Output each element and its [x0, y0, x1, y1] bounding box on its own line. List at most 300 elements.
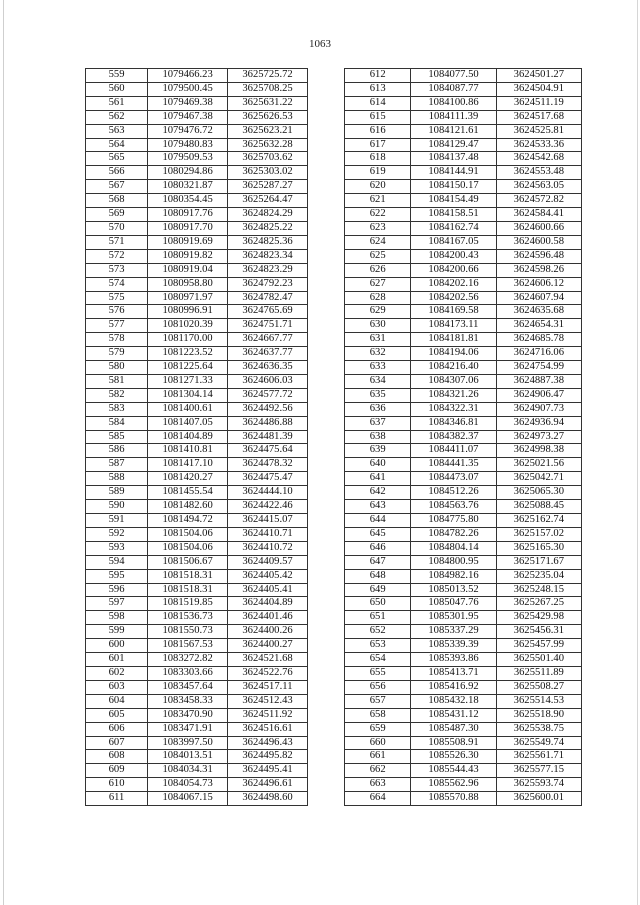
table-row	[86, 750, 308, 764]
y-coordinate-cell: 3625631.22	[228, 96, 308, 110]
x-coordinate-cell: 1085413.71	[411, 666, 496, 680]
point-number-cell: 650	[345, 597, 411, 611]
table-row	[86, 69, 308, 83]
y-coordinate-cell: 3625042.71	[496, 472, 581, 486]
point-number-cell: 632	[345, 347, 411, 361]
table-row	[345, 319, 582, 333]
x-coordinate-cell: 1085570.88	[411, 792, 496, 806]
point-number-cell: 587	[86, 458, 148, 472]
point-number-cell: 628	[345, 291, 411, 305]
y-coordinate-cell: 3625703.62	[228, 152, 308, 166]
x-coordinate-cell: 1080958.80	[148, 277, 228, 291]
y-coordinate-cell: 3624504.91	[496, 82, 581, 96]
y-coordinate-cell: 3624410.72	[228, 541, 308, 555]
table-row	[345, 166, 582, 180]
y-coordinate-cell: 3624444.10	[228, 486, 308, 500]
table-row	[345, 555, 582, 569]
x-coordinate-cell: 1081494.72	[148, 514, 228, 528]
x-coordinate-cell: 1085337.29	[411, 625, 496, 639]
point-number-cell: 634	[345, 374, 411, 388]
x-coordinate-cell: 1084169.58	[411, 305, 496, 319]
table-row	[86, 152, 308, 166]
y-coordinate-cell: 3624475.64	[228, 444, 308, 458]
y-coordinate-cell: 3625600.01	[496, 792, 581, 806]
x-coordinate-cell: 1079476.72	[148, 124, 228, 138]
x-coordinate-cell: 1085487.30	[411, 722, 496, 736]
table-row	[345, 347, 582, 361]
y-coordinate-cell: 3624782.47	[228, 291, 308, 305]
y-coordinate-cell: 3624936.94	[496, 416, 581, 430]
x-coordinate-cell: 1084346.81	[411, 416, 496, 430]
y-coordinate-cell: 3625021.56	[496, 458, 581, 472]
x-coordinate-cell: 1084158.51	[411, 208, 496, 222]
table-row	[86, 597, 308, 611]
x-coordinate-cell: 1084782.26	[411, 527, 496, 541]
x-coordinate-cell: 1085301.95	[411, 611, 496, 625]
table-row	[345, 444, 582, 458]
y-coordinate-cell: 3624824.29	[228, 208, 308, 222]
table-row	[86, 319, 308, 333]
point-number-cell: 622	[345, 208, 411, 222]
y-coordinate-cell: 3624751.71	[228, 319, 308, 333]
y-coordinate-cell: 3625065.30	[496, 486, 581, 500]
y-coordinate-cell: 3624401.46	[228, 611, 308, 625]
table-row	[86, 666, 308, 680]
point-number-cell: 608	[86, 750, 148, 764]
x-coordinate-cell: 1080919.69	[148, 235, 228, 249]
x-coordinate-cell: 1079500.45	[148, 82, 228, 96]
table-row	[86, 96, 308, 110]
point-number-cell: 575	[86, 291, 148, 305]
y-coordinate-cell: 3625538.75	[496, 722, 581, 736]
table-row	[86, 708, 308, 722]
x-coordinate-cell: 1083272.82	[148, 653, 228, 667]
y-coordinate-cell: 3624572.82	[496, 194, 581, 208]
y-coordinate-cell: 3625165.30	[496, 541, 581, 555]
point-number-cell: 595	[86, 569, 148, 583]
x-coordinate-cell: 1085432.18	[411, 694, 496, 708]
x-coordinate-cell: 1085526.30	[411, 750, 496, 764]
x-coordinate-cell: 1081404.89	[148, 430, 228, 444]
point-number-cell: 658	[345, 708, 411, 722]
point-number-cell: 649	[345, 583, 411, 597]
point-number-cell: 642	[345, 486, 411, 500]
table-body	[86, 69, 308, 806]
table-row	[345, 472, 582, 486]
y-coordinate-cell: 3624584.41	[496, 208, 581, 222]
point-number-cell: 664	[345, 792, 411, 806]
table-row	[345, 82, 582, 96]
point-number-cell: 629	[345, 305, 411, 319]
y-coordinate-cell: 3624486.88	[228, 416, 308, 430]
point-number-cell: 561	[86, 96, 148, 110]
y-coordinate-cell: 3624533.36	[496, 138, 581, 152]
x-coordinate-cell: 1079467.38	[148, 110, 228, 124]
x-coordinate-cell: 1079509.53	[148, 152, 228, 166]
point-number-cell: 657	[345, 694, 411, 708]
table-row	[86, 541, 308, 555]
table-row	[345, 277, 582, 291]
x-coordinate-cell: 1084173.11	[411, 319, 496, 333]
point-number-cell: 639	[345, 444, 411, 458]
y-coordinate-cell: 3625456.31	[496, 625, 581, 639]
point-number-cell: 644	[345, 514, 411, 528]
point-number-cell: 631	[345, 333, 411, 347]
point-number-cell: 563	[86, 124, 148, 138]
y-coordinate-cell: 3625511.89	[496, 666, 581, 680]
y-coordinate-cell: 3625501.40	[496, 653, 581, 667]
y-coordinate-cell: 3624481.39	[228, 430, 308, 444]
point-number-cell: 597	[86, 597, 148, 611]
point-number-cell: 581	[86, 374, 148, 388]
point-number-cell: 648	[345, 569, 411, 583]
table-row	[86, 124, 308, 138]
point-number-cell: 647	[345, 555, 411, 569]
table-row	[86, 736, 308, 750]
y-coordinate-cell: 3624516.61	[228, 722, 308, 736]
table-row	[86, 221, 308, 235]
table-row	[86, 333, 308, 347]
table-row	[345, 750, 582, 764]
table-row	[345, 514, 582, 528]
x-coordinate-cell: 1084200.66	[411, 263, 496, 277]
point-number-cell: 655	[345, 666, 411, 680]
point-number-cell: 646	[345, 541, 411, 555]
x-coordinate-cell: 1084800.95	[411, 555, 496, 569]
x-coordinate-cell: 1083470.90	[148, 708, 228, 722]
x-coordinate-cell: 1079469.38	[148, 96, 228, 110]
table-row	[345, 736, 582, 750]
x-coordinate-cell: 1080996.91	[148, 305, 228, 319]
x-coordinate-cell: 1081550.73	[148, 625, 228, 639]
y-coordinate-cell: 3625623.21	[228, 124, 308, 138]
point-number-cell: 600	[86, 639, 148, 653]
y-coordinate-cell: 3625626.53	[228, 110, 308, 124]
y-coordinate-cell: 3624498.60	[228, 792, 308, 806]
y-coordinate-cell: 3624973.27	[496, 430, 581, 444]
x-coordinate-cell: 1084382.37	[411, 430, 496, 444]
x-coordinate-cell: 1084200.43	[411, 249, 496, 263]
y-coordinate-cell: 3624522.76	[228, 666, 308, 680]
point-number-cell: 572	[86, 249, 148, 263]
table-row	[86, 722, 308, 736]
y-coordinate-cell: 3625088.45	[496, 500, 581, 514]
y-coordinate-cell: 3624907.73	[496, 402, 581, 416]
y-coordinate-cell: 3624600.66	[496, 221, 581, 235]
y-coordinate-cell: 3624400.27	[228, 639, 308, 653]
point-number-cell: 567	[86, 180, 148, 194]
point-number-cell: 598	[86, 611, 148, 625]
point-number-cell: 605	[86, 708, 148, 722]
y-coordinate-cell: 3624410.71	[228, 527, 308, 541]
point-number-cell: 651	[345, 611, 411, 625]
table-row	[345, 69, 582, 83]
point-number-cell: 586	[86, 444, 148, 458]
x-coordinate-cell: 1081170.00	[148, 333, 228, 347]
point-number-cell: 641	[345, 472, 411, 486]
y-coordinate-cell: 3624998.38	[496, 444, 581, 458]
table-row	[86, 792, 308, 806]
table-row	[345, 541, 582, 555]
x-coordinate-cell: 1081223.52	[148, 347, 228, 361]
point-number-cell: 578	[86, 333, 148, 347]
table-row	[345, 694, 582, 708]
x-coordinate-cell: 1084321.26	[411, 388, 496, 402]
point-number-cell: 656	[345, 680, 411, 694]
table-row	[86, 180, 308, 194]
point-number-cell: 570	[86, 221, 148, 235]
table-row	[345, 764, 582, 778]
table-body	[345, 69, 582, 806]
table-row	[345, 208, 582, 222]
table-row	[345, 305, 582, 319]
table-row	[86, 277, 308, 291]
y-coordinate-cell: 3624517.68	[496, 110, 581, 124]
x-coordinate-cell: 1083997.50	[148, 736, 228, 750]
point-number-cell: 662	[345, 764, 411, 778]
point-number-cell: 603	[86, 680, 148, 694]
table-row	[345, 625, 582, 639]
y-coordinate-cell: 3624596.48	[496, 249, 581, 263]
table-row	[345, 611, 582, 625]
table-row	[86, 388, 308, 402]
page-number: 1063	[309, 38, 331, 50]
x-coordinate-cell: 1083458.33	[148, 694, 228, 708]
x-coordinate-cell: 1084013.51	[148, 750, 228, 764]
table-row	[86, 444, 308, 458]
table-row	[345, 722, 582, 736]
y-coordinate-cell: 3624792.23	[228, 277, 308, 291]
table-row	[86, 458, 308, 472]
x-coordinate-cell: 1084307.06	[411, 374, 496, 388]
x-coordinate-cell: 1081567.53	[148, 639, 228, 653]
y-coordinate-cell: 3625508.27	[496, 680, 581, 694]
table-row	[86, 500, 308, 514]
point-number-cell: 562	[86, 110, 148, 124]
y-coordinate-cell: 3625248.15	[496, 583, 581, 597]
table-row	[345, 569, 582, 583]
point-number-cell: 576	[86, 305, 148, 319]
x-coordinate-cell: 1081304.14	[148, 388, 228, 402]
scan-edge-right	[637, 0, 638, 905]
table-row	[345, 374, 582, 388]
coordinate-table-right	[344, 68, 582, 806]
x-coordinate-cell: 1084775.80	[411, 514, 496, 528]
y-coordinate-cell: 3624825.36	[228, 235, 308, 249]
x-coordinate-cell: 1080917.76	[148, 208, 228, 222]
y-coordinate-cell: 3624511.19	[496, 96, 581, 110]
point-number-cell: 602	[86, 666, 148, 680]
point-number-cell: 625	[345, 249, 411, 263]
x-coordinate-cell: 1084034.31	[148, 764, 228, 778]
point-number-cell: 638	[345, 430, 411, 444]
table-row	[86, 361, 308, 375]
point-number-cell: 623	[345, 221, 411, 235]
point-number-cell: 573	[86, 263, 148, 277]
point-number-cell: 645	[345, 527, 411, 541]
table-row	[345, 110, 582, 124]
y-coordinate-cell: 3624607.94	[496, 291, 581, 305]
table-row	[345, 778, 582, 792]
x-coordinate-cell: 1081225.64	[148, 361, 228, 375]
y-coordinate-cell: 3624716.06	[496, 347, 581, 361]
table-row	[86, 527, 308, 541]
table-row	[86, 472, 308, 486]
y-coordinate-cell: 3624511.92	[228, 708, 308, 722]
y-coordinate-cell: 3624823.34	[228, 249, 308, 263]
y-coordinate-cell: 3624521.68	[228, 653, 308, 667]
y-coordinate-cell: 3625287.27	[228, 180, 308, 194]
y-coordinate-cell: 3624636.35	[228, 361, 308, 375]
table-row	[345, 792, 582, 806]
x-coordinate-cell: 1084150.17	[411, 180, 496, 194]
table-row	[345, 402, 582, 416]
y-coordinate-cell: 3624606.12	[496, 277, 581, 291]
table-row	[86, 430, 308, 444]
x-coordinate-cell: 1080917.70	[148, 221, 228, 235]
y-coordinate-cell: 3624654.31	[496, 319, 581, 333]
point-number-cell: 633	[345, 361, 411, 375]
y-coordinate-cell: 3624823.29	[228, 263, 308, 277]
y-coordinate-cell: 3625457.99	[496, 639, 581, 653]
table-row	[345, 597, 582, 611]
point-number-cell: 635	[345, 388, 411, 402]
x-coordinate-cell: 1081410.81	[148, 444, 228, 458]
point-number-cell: 565	[86, 152, 148, 166]
x-coordinate-cell: 1081519.85	[148, 597, 228, 611]
table-row	[86, 764, 308, 778]
y-coordinate-cell: 3624501.27	[496, 69, 581, 83]
table-row	[345, 180, 582, 194]
x-coordinate-cell: 1084322.31	[411, 402, 496, 416]
y-coordinate-cell: 3624563.05	[496, 180, 581, 194]
point-number-cell: 590	[86, 500, 148, 514]
table-row	[86, 166, 308, 180]
x-coordinate-cell: 1083303.66	[148, 666, 228, 680]
y-coordinate-cell: 3624404.89	[228, 597, 308, 611]
table-row	[86, 402, 308, 416]
point-number-cell: 571	[86, 235, 148, 249]
y-coordinate-cell: 3625171.67	[496, 555, 581, 569]
y-coordinate-cell: 3624405.41	[228, 583, 308, 597]
x-coordinate-cell: 1084121.61	[411, 124, 496, 138]
y-coordinate-cell: 3624496.43	[228, 736, 308, 750]
y-coordinate-cell: 3625561.71	[496, 750, 581, 764]
y-coordinate-cell: 3624598.26	[496, 263, 581, 277]
table-row	[86, 208, 308, 222]
y-coordinate-cell: 3624600.58	[496, 235, 581, 249]
point-number-cell: 599	[86, 625, 148, 639]
table-row	[345, 152, 582, 166]
x-coordinate-cell: 1079480.83	[148, 138, 228, 152]
x-coordinate-cell: 1085508.91	[411, 736, 496, 750]
y-coordinate-cell: 3624495.82	[228, 750, 308, 764]
table-row	[86, 625, 308, 639]
y-coordinate-cell: 3625593.74	[496, 778, 581, 792]
x-coordinate-cell: 1084181.81	[411, 333, 496, 347]
table-row	[86, 514, 308, 528]
x-coordinate-cell: 1081455.54	[148, 486, 228, 500]
x-coordinate-cell: 1081400.61	[148, 402, 228, 416]
point-number-cell: 620	[345, 180, 411, 194]
point-number-cell: 606	[86, 722, 148, 736]
y-coordinate-cell: 3624635.68	[496, 305, 581, 319]
y-coordinate-cell: 3625708.25	[228, 82, 308, 96]
table-row	[86, 374, 308, 388]
x-coordinate-cell: 1085431.12	[411, 708, 496, 722]
x-coordinate-cell: 1084129.47	[411, 138, 496, 152]
table-row	[345, 124, 582, 138]
point-number-cell: 654	[345, 653, 411, 667]
y-coordinate-cell: 3625267.25	[496, 597, 581, 611]
point-number-cell: 659	[345, 722, 411, 736]
y-coordinate-cell: 3624405.42	[228, 569, 308, 583]
point-number-cell: 627	[345, 277, 411, 291]
x-coordinate-cell: 1084982.16	[411, 569, 496, 583]
x-coordinate-cell: 1080919.04	[148, 263, 228, 277]
table-row	[345, 708, 582, 722]
x-coordinate-cell: 1084144.91	[411, 166, 496, 180]
point-number-cell: 574	[86, 277, 148, 291]
point-number-cell: 594	[86, 555, 148, 569]
point-number-cell: 593	[86, 541, 148, 555]
x-coordinate-cell: 1084111.39	[411, 110, 496, 124]
table-row	[86, 486, 308, 500]
y-coordinate-cell: 3624685.78	[496, 333, 581, 347]
table-row	[345, 96, 582, 110]
point-number-cell: 624	[345, 235, 411, 249]
table-row	[86, 680, 308, 694]
point-number-cell: 566	[86, 166, 148, 180]
x-coordinate-cell: 1081482.60	[148, 500, 228, 514]
y-coordinate-cell: 3624906.47	[496, 388, 581, 402]
x-coordinate-cell: 1083471.91	[148, 722, 228, 736]
y-coordinate-cell: 3625549.74	[496, 736, 581, 750]
table-row	[345, 583, 582, 597]
scan-edge-left	[3, 0, 4, 905]
y-coordinate-cell: 3624512.43	[228, 694, 308, 708]
x-coordinate-cell: 1081407.05	[148, 416, 228, 430]
point-number-cell: 588	[86, 472, 148, 486]
x-coordinate-cell: 1081536.73	[148, 611, 228, 625]
table-row	[86, 291, 308, 305]
point-number-cell: 643	[345, 500, 411, 514]
point-number-cell: 616	[345, 124, 411, 138]
y-coordinate-cell: 3625725.72	[228, 69, 308, 83]
point-number-cell: 607	[86, 736, 148, 750]
x-coordinate-cell: 1084473.07	[411, 472, 496, 486]
y-coordinate-cell: 3625577.15	[496, 764, 581, 778]
table-row	[86, 347, 308, 361]
point-number-cell: 618	[345, 152, 411, 166]
x-coordinate-cell: 1080321.87	[148, 180, 228, 194]
y-coordinate-cell: 3625518.90	[496, 708, 581, 722]
table-row	[345, 416, 582, 430]
y-coordinate-cell: 3624825.22	[228, 221, 308, 235]
x-coordinate-cell: 1079466.23	[148, 69, 228, 83]
x-coordinate-cell: 1084077.50	[411, 69, 496, 83]
x-coordinate-cell: 1084441.35	[411, 458, 496, 472]
y-coordinate-cell: 3624754.99	[496, 361, 581, 375]
table-row	[86, 235, 308, 249]
table-row	[345, 639, 582, 653]
point-number-cell: 619	[345, 166, 411, 180]
table-row	[345, 653, 582, 667]
table-row	[86, 249, 308, 263]
x-coordinate-cell: 1084411.07	[411, 444, 496, 458]
y-coordinate-cell: 3624517.11	[228, 680, 308, 694]
x-coordinate-cell: 1084100.86	[411, 96, 496, 110]
